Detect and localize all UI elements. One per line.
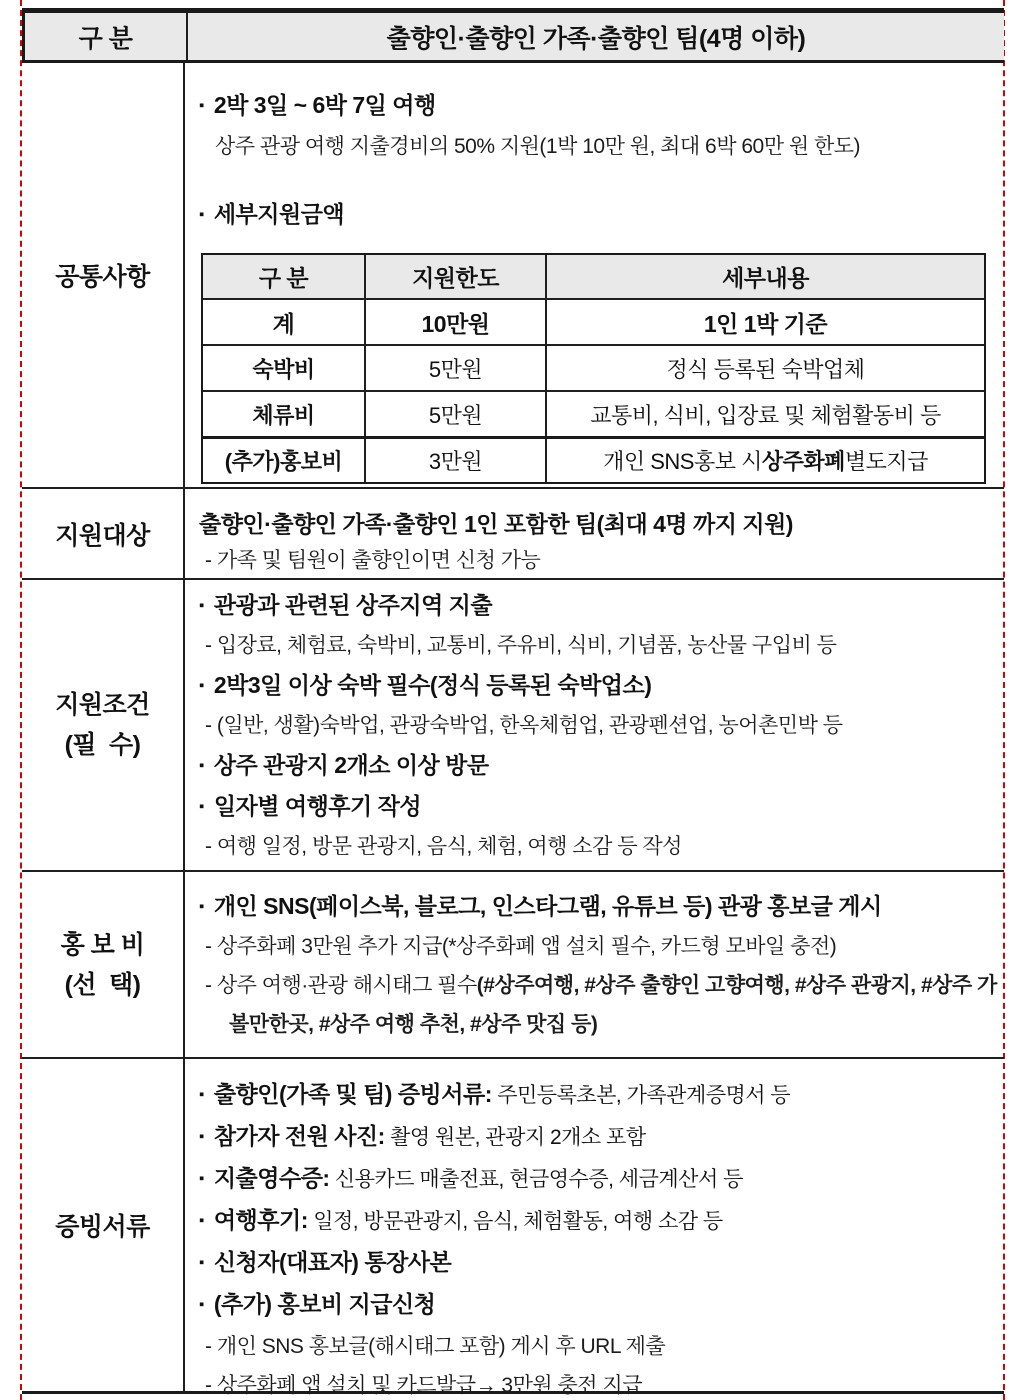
docs-dash-url-submit: - 개인 SNS 홍보글(해시태그 포함) 게시 후 URL 제출 [205,1335,666,1358]
row-docs [22,1059,1004,1397]
promo-dash-hashtags: - 상주 여행·관광 해시태그 필수(#상주여행, #상주 출향인 고향여행, #상주 관광지, #상주 가볼만한곳, #상주 여행 추천, #상주 맛집 등) [205,973,997,1036]
bullet-icon: ▪ [199,676,204,694]
amount-stay-detail: 교통비, 식비, 입장료 및 체험활동비 등 [590,402,941,428]
bullet-icon: ▪ [199,1296,204,1313]
row-promo-content [185,872,1004,1057]
table-header-row [22,13,1004,63]
amount-header-detail: 세부내용 [722,265,809,291]
docs-bullet-bankbook-copy: ▪ 신청자(대표자) 통장사본 [185,1243,1004,1285]
bullet-icon: ▪ [199,756,204,774]
target-title: 출향인·출향인 가족·출향인 1인 포함한 팀(최대 4명 까지 지원) [199,511,793,537]
header-category-cell: 구 분 [25,13,188,60]
bullet-icon: ▪ [199,897,204,915]
bullet-icon: ▪ [199,1128,204,1145]
amount-stay-limit: 5만원 [366,392,547,436]
amount-row-stay [203,390,984,436]
row-docs-content [185,1059,1004,1397]
row-conditions [22,580,1004,872]
header-target-cell: 출향인·출향인 가족·출향인 팀(4명 이하) [386,24,806,53]
docs-bullet-proof-documents: ▪ 출향인(가족 및 팀) 증빙서류: 주민등록초본, 가족관계증명서 등 [185,1075,1004,1117]
row-conditions-label: 지원조건 (필 수) [22,580,185,870]
amount-row-total [203,298,984,344]
common-trip-support-detail: 상주 관광 여행 지출경비의 50% 지원(1박 10만 원, 최대 6박 60만 원 한도) [215,135,861,158]
common-bullet-support-amount: ▪ 세부지원금액 [185,194,1004,235]
docs-bullet-receipts: ▪ 지출영수증: 신용카드 매출전표, 현금영수증, 세금계산서 등 [185,1159,1004,1201]
amount-row-promotion [203,436,984,482]
support-amount-header-row [203,255,984,298]
bullet-icon: ▪ [199,1254,204,1271]
common-bullet-trip-duration: ▪ 2박 3일 ~ 6박 7일 여행 [185,85,1004,126]
amount-lodging-detail: 정식 등록된 숙박업체 [666,356,865,382]
row-promo-label: 홍 보 비 (선 택) [22,872,185,1057]
amount-total-detail: 1인 1박 기준 [703,310,828,337]
bullet-icon: ▪ [199,1212,204,1229]
amount-promo-limit: 3만원 [366,439,547,482]
bullet-icon: ▪ [199,1086,204,1103]
amount-stay-label: 체류비 [203,392,366,436]
row-target-content [185,489,1004,578]
amount-promo-detail: 개인 SNS홍보 시 상주화폐 별도지급 [603,449,928,474]
bullet-icon: ▪ [199,596,204,614]
conditions-bullet-daily-review: ▪ 일자별 여행후기 작성 [185,786,1004,827]
conditions-dash-lodging-types: - (일반, 생활)숙박업, 관광숙박업, 한옥체험업, 관광펜션업, 농어촌민박 등 [205,713,843,737]
row-promo [22,872,1004,1059]
amount-lodging-limit: 5만원 [366,346,547,390]
conditions-bullet-attractions: ▪ 상주 관광지 2개소 이상 방문 [185,745,1004,786]
target-sub: - 가족 및 팀원이 출향인이면 신청 가능 [205,549,541,572]
docs-bullet-participant-photos: ▪ 참가자 전원 사진: 촬영 원본, 관광지 2개소 포함 [185,1117,1004,1159]
conditions-dash-review-contents: - 여행 일정, 방문 관광지, 음식, 체험, 여행 소감 등 작성 [205,834,682,858]
support-amount-table [201,253,986,484]
bullet-icon: ▪ [199,797,204,815]
docs-bullet-promo-request: ▪ (추가) 홍보비 지급신청 [185,1285,1004,1327]
conditions-bullet-local-spend: ▪ 관광과 관련된 상주지역 지출 [185,585,1004,626]
row-common-content [185,63,1004,487]
amount-total-limit: 10만원 [366,300,547,344]
bullet-icon: ▪ [199,97,204,114]
row-common-label: 공통사항 [22,63,185,487]
amount-lodging-label: 숙박비 [203,346,366,390]
amount-row-lodging [203,344,984,390]
row-common [22,63,1004,489]
row-target-label: 지원대상 [22,489,185,578]
amount-header-category: 구 분 [203,255,366,298]
promo-dash-currency-bonus: - 상주화폐 3만원 추가 지급(*상주화폐 앱 설치 필수, 카드형 모바일 충전) [205,934,837,958]
bullet-icon: ▪ [199,206,204,223]
amount-promo-label: (추가)홍보비 [203,439,366,482]
conditions-bullet-lodging-required: ▪ 2박3일 이상 숙박 필수(정식 등록된 숙박업소) [185,665,1004,706]
conditions-dash-spend-items: - 입장료, 체험료, 숙박비, 교통비, 주유비, 식비, 기념품, 농산물 구입비 등 [205,633,837,657]
row-docs-label: 증빙서류 [22,1059,185,1391]
docs-dash-app-install: - 상주화폐 앱 설치 및 카드발급→ 3만원 충전 지급 [205,1374,642,1397]
docs-bullet-travel-review: ▪ 여행후기: 일정, 방문관광지, 음식, 체험활동, 여행 소감 등 [185,1201,1004,1243]
amount-header-limit: 지원한도 [366,255,547,298]
amount-total-label: 계 [203,300,366,344]
bullet-icon: ▪ [199,1170,204,1187]
promo-bullet-sns-post: ▪ 개인 SNS(페이스북, 블로그, 인스타그램, 유튜브 등) 관광 홍보글 게시 [185,886,1004,927]
row-target [22,489,1004,580]
support-program-table [22,8,1004,1397]
row-conditions-content [185,580,1004,870]
